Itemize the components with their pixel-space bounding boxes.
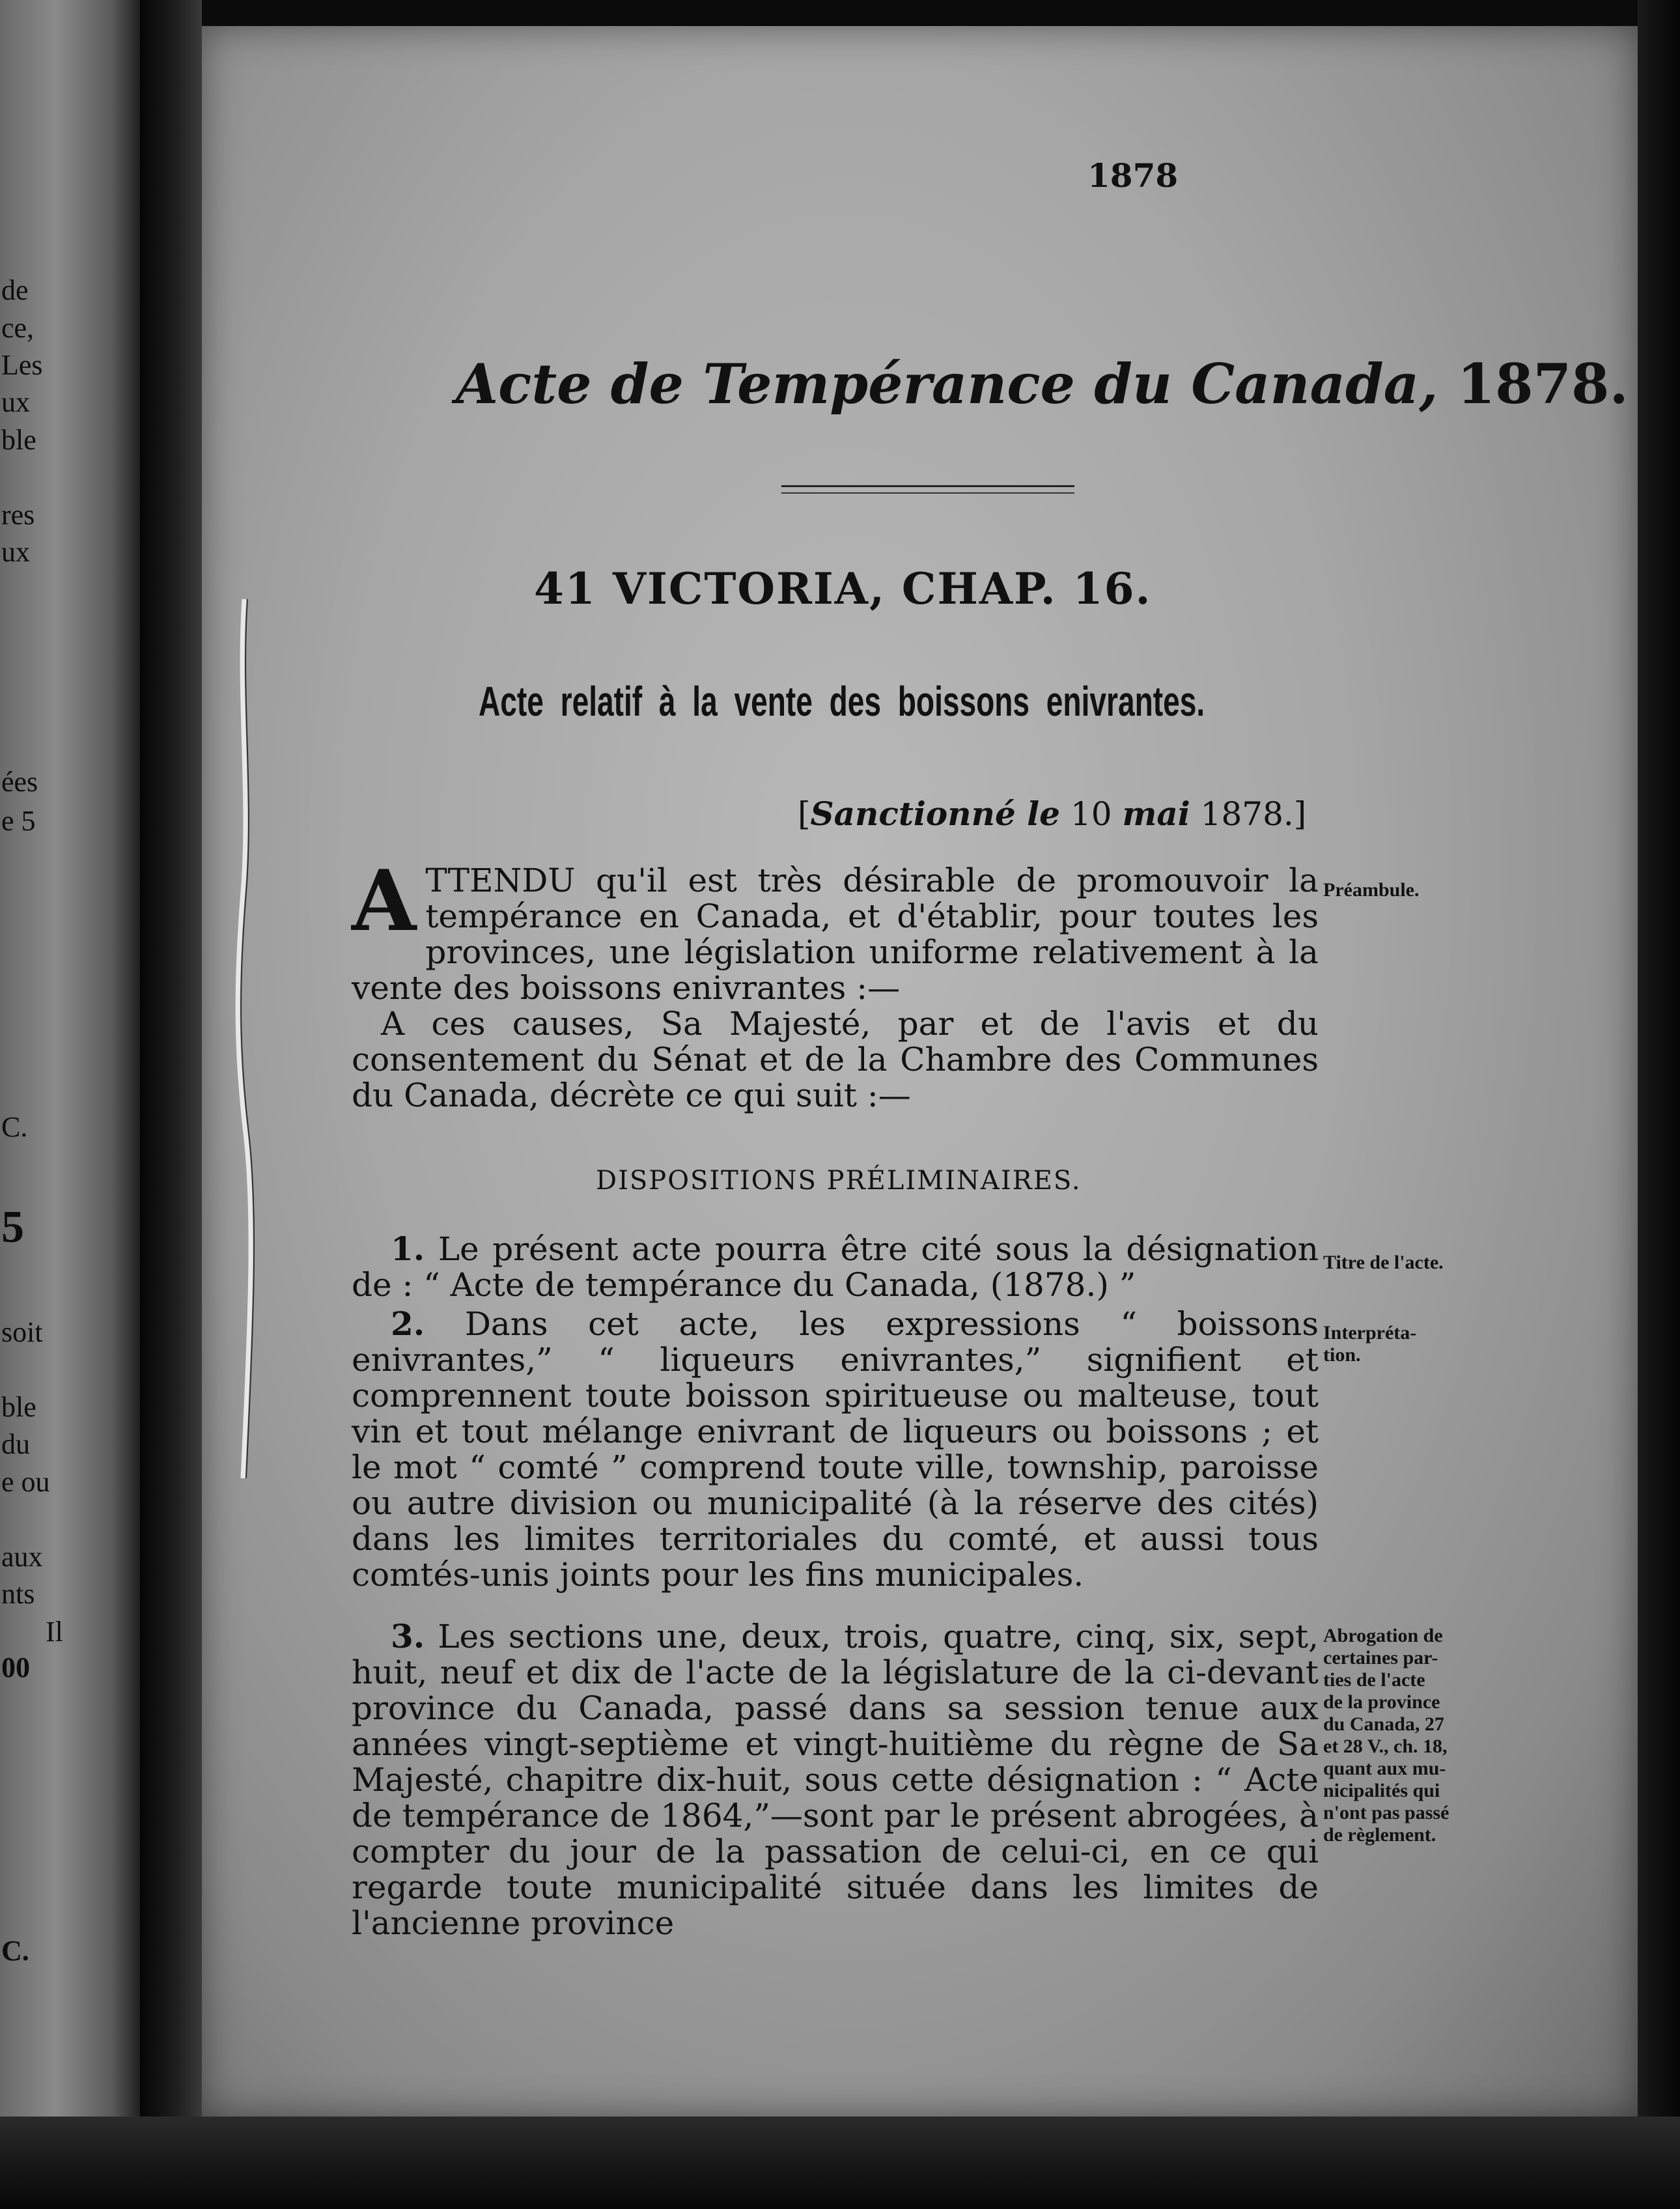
preamble-paragraph [352,852,1319,1007]
margin-note-line: de règlement. [1323,1824,1436,1846]
act-subtitle: Acte relatif à la vente des boissons enivrantes. [479,678,1205,725]
margin-note-line: tion. [1323,1344,1361,1366]
scan-border-right [1638,0,1680,2209]
margin-note-line: Abrogation de [1323,1625,1443,1646]
margin-note-line: Interpréta- [1323,1322,1417,1344]
margin-note-abrogation [1323,1625,1449,1846]
margin-note-line: et 28 V., ch. 18, [1323,1736,1448,1757]
title-divider [781,485,1074,494]
margin-note-line: certaines par- [1323,1647,1438,1668]
margin-note-line: ties de l'acte [1323,1669,1425,1691]
sanction-label: Sanctionné le [810,795,1060,833]
left-fragment: ées [1,766,38,798]
section-number: 2. [391,1304,425,1343]
margin-note-interpretation [1323,1322,1416,1366]
margin-note-line: nicipalités qui [1323,1780,1440,1801]
page-title [456,352,1629,416]
margin-note-title: Titre de l'acte. [1323,1252,1444,1273]
sanction-day: 10 [1070,795,1112,833]
book-binding-gutter [140,0,202,2209]
left-fragment: ble [1,424,36,456]
left-fragment: Il [46,1616,63,1648]
section-heading: DISPOSITIONS PRÉLIMINAIRES. [596,1166,1082,1196]
left-fragment: res [1,499,35,531]
left-fragment: du [1,1428,30,1460]
adjacent-page-strip [0,0,140,2209]
drop-cap: A [352,852,417,950]
margin-note-line: n'ont pas passé [1323,1802,1449,1823]
sanction-open-bracket: [ [798,795,811,833]
left-fragment: ux [1,386,30,418]
left-fragment: Les [1,349,43,381]
binding-thread [231,599,257,1478]
section-2 [352,1306,1319,1593]
left-fragment: 00 [1,1652,30,1683]
margin-note-line: du Canada, 27 [1323,1713,1444,1735]
margin-note-preamble: Préambule. [1323,879,1420,901]
decree-paragraph: A ces causes, Sa Majesté, par et de l'avis et du consentement du Sénat et de la Chambre des Communes du Canada, décrète ce qui suit :— [352,1005,1319,1114]
title-year: 1878. [1457,352,1629,416]
sanction-month: mai [1122,795,1190,833]
running-header-year: 1878 [1087,156,1179,195]
title-text: Acte de Tempérance du Canada, [456,352,1438,416]
left-fragment: de [1,274,29,306]
section-3 [352,1618,1319,1941]
section-text: Dans cet acte, les expressions “ boissons enivrantes,” “ liqueurs enivrantes,” signifient et comprennent toute boisson spiritueuse ou malteuse, tout vin et tout mélange enivrant de liqueurs ou boissons ; et le mot “ comté ” comprend toute ville, township, paroisse ou autre division ou municipalité (à la réserve des cités) dans les limites territoriales du comté, et aussi tous comtés-unis joints pour les fins municipales. [352,1305,1319,1594]
left-fragment: e 5 [1,805,36,837]
section-number: 3. [391,1617,425,1655]
margin-note-line: de la province [1323,1691,1440,1713]
section-1 [352,1231,1319,1303]
left-fragment: e ou [1,1466,50,1498]
preamble-text: TTENDU qu'il est très désirable de promouvoir la tempérance en Canada, et d'établir, pour toutes les provinces, une législation uniforme relativement à la vente des boissons enivrantes :— [352,862,1319,1007]
left-fragment: aux [1,1541,43,1573]
left-fragment: C. [1,1935,29,1967]
left-fragment: ble [1,1391,36,1423]
margin-note-line: quant aux mu- [1323,1758,1446,1779]
left-fragment: soit [1,1316,43,1348]
section-text: Les sections une, deux, trois, quatre, cinq, six, sept, huit, neuf et dix de l'acte de la législature de la ci-devant province du Canada, passé dans sa session tenue aux années vingt-septième et vingt-huitième du règne de Sa Majesté, chapitre dix-huit, sous cette désignation : “ Acte de tempérance de 1864,”—sont par le présent abrogées, à compter du jour de la passation de celui-ci, en ce qui regarde toute municipalité située dans les limites de l'ancienne province [352,1618,1319,1942]
section-text: Le présent acte pourra être cité sous la désignation de : “ Acte de tempérance du Canada, (1878.) ” [352,1230,1319,1304]
scan-border-bottom [0,2117,1680,2209]
left-fragment: ux [1,536,30,568]
chapter-heading: 41 VICTORIA, CHAP. 16. [534,563,1152,614]
sanction-date [798,795,1306,833]
left-fragment: C. [1,1111,28,1143]
left-fragment: ce, [1,312,35,344]
section-number: 1. [391,1230,425,1268]
left-fragment: 5 [1,1202,24,1252]
left-fragment: nts [1,1578,35,1610]
sanction-year: 1878.] [1200,795,1307,833]
